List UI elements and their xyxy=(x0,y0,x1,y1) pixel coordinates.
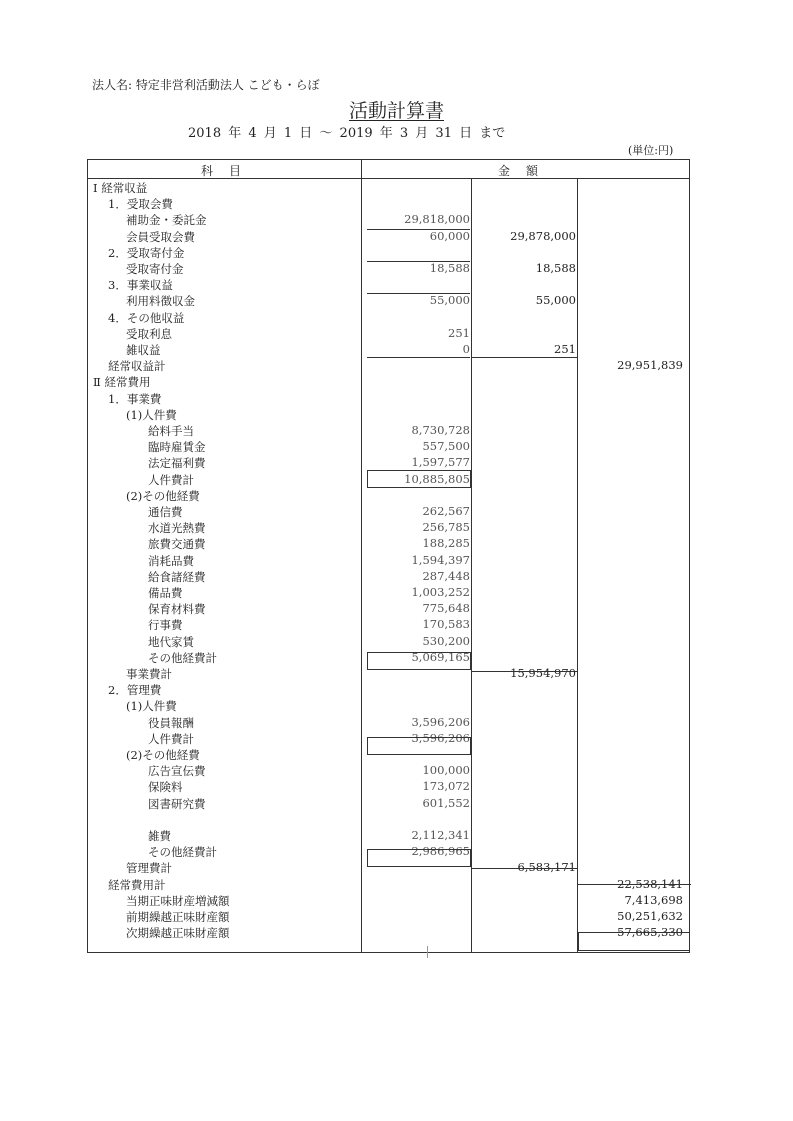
total-box xyxy=(367,849,471,867)
table-row xyxy=(88,893,691,909)
row-label: 補助金・委託金 xyxy=(126,213,207,228)
amount-v1: 100,000 xyxy=(422,763,470,778)
row-label: 4．その他収益 xyxy=(108,310,185,325)
total-box xyxy=(367,649,471,670)
row-label: その他経費計 xyxy=(148,845,217,860)
row-label: その他経費計 xyxy=(148,650,217,665)
row-label: (1)人件費 xyxy=(126,407,177,422)
table-row xyxy=(88,569,691,585)
table-row xyxy=(88,310,691,326)
reporting-period: 2018 年 4 月 1 日 ～ 2019 年 3 月 31 日 まで xyxy=(188,126,506,141)
table-row xyxy=(88,229,691,245)
row-label: 広告宣伝費 xyxy=(148,764,206,779)
amount-v1: 1,594,397 xyxy=(411,552,470,567)
total-box xyxy=(367,470,471,488)
row-label: 給料手当 xyxy=(148,424,194,438)
total-box xyxy=(367,737,471,755)
amount-v1: 2,112,341 xyxy=(411,828,470,842)
amount-v1: 530,200 xyxy=(422,633,470,648)
table-row xyxy=(88,812,691,828)
table-row xyxy=(88,439,691,455)
row-label: 前期繰越正味財産額 xyxy=(126,910,230,924)
row-label: 地代家賃 xyxy=(148,634,194,649)
subtotal-underline xyxy=(472,357,577,358)
table-row xyxy=(88,909,691,925)
amount-v3: 7,413,698 xyxy=(624,892,683,907)
row-label: 当期正味財産増減額 xyxy=(126,893,230,908)
amount-v1: 251 xyxy=(448,325,470,340)
page-title: 活動計算書 xyxy=(348,100,444,122)
table-row xyxy=(88,423,691,439)
table-row xyxy=(88,682,691,698)
row-label: 利用料徴収金 xyxy=(126,294,195,309)
row-label: 行事費 xyxy=(148,618,183,633)
subtotal-underline xyxy=(472,671,577,672)
row-label: 保育材料費 xyxy=(148,602,206,617)
amount-v2: 29,878,000 xyxy=(510,228,576,243)
amount-v1: 601,552 xyxy=(422,795,470,810)
currency-unit: (単位:円) xyxy=(628,144,674,157)
amount-v3: 50,251,632 xyxy=(617,909,683,923)
table-row xyxy=(88,342,691,358)
table-row xyxy=(88,358,691,374)
amount-v1: 29,818,000 xyxy=(404,212,470,227)
row-label: 雑費 xyxy=(148,829,171,843)
row-label: (2)その他経費 xyxy=(126,488,200,503)
subtotal-underline xyxy=(367,357,470,358)
table-row xyxy=(88,715,691,731)
row-label: 消耗品費 xyxy=(148,553,194,568)
row-label: (2)その他経費 xyxy=(126,748,200,762)
row-label: (1)人件費 xyxy=(126,699,177,714)
row-label: 事業費計 xyxy=(126,667,172,681)
amount-v1: 256,785 xyxy=(422,520,470,535)
row-label: 次期繰越正味財産額 xyxy=(126,926,230,941)
table-row xyxy=(88,196,691,212)
subtotal-underline xyxy=(578,884,691,885)
row-label: 人件費計 xyxy=(148,731,194,746)
table-row xyxy=(88,536,691,552)
row-label: 受取寄付金 xyxy=(126,262,184,276)
table-row xyxy=(88,698,691,714)
row-label: 人件費計 xyxy=(148,472,194,487)
row-label: 経常費用計 xyxy=(108,877,166,892)
row-label: 給食諸経費 xyxy=(148,569,206,584)
amount-v1: 1,597,577 xyxy=(411,455,470,470)
amount-v1: 557,500 xyxy=(422,439,470,454)
row-label: 1．受取会費 xyxy=(108,197,173,212)
amount-v1: 3,596,206 xyxy=(411,714,470,729)
row-label: 3．事業収益 xyxy=(108,278,173,293)
amount-v1: 188,285 xyxy=(422,536,470,551)
amount-v1: 0 xyxy=(462,342,470,356)
table-row xyxy=(88,391,691,407)
table-row xyxy=(88,504,691,520)
table-row xyxy=(88,374,691,390)
table-row xyxy=(88,601,691,617)
row-label: 法定福利費 xyxy=(148,456,206,471)
amount-v1: 170,583 xyxy=(422,617,470,632)
table-row xyxy=(88,212,691,228)
organization-name: 法人名: 特定非営利活動法人 こども・らぼ xyxy=(92,78,320,92)
total-box xyxy=(578,932,690,951)
subtotal-underline xyxy=(367,261,470,262)
row-label: 水道光熱費 xyxy=(148,521,206,536)
amount-v1: 18,588 xyxy=(429,261,470,275)
amount-v1: 287,448 xyxy=(422,568,470,583)
table-row xyxy=(88,617,691,633)
row-label: 管理費計 xyxy=(126,861,172,876)
table-row xyxy=(88,261,691,277)
amount-v2: 55,000 xyxy=(535,293,576,308)
subtotal-underline xyxy=(472,868,577,869)
row-label: 会員受取会費 xyxy=(126,229,195,244)
page-fold-mark xyxy=(427,946,428,958)
table-row xyxy=(88,293,691,309)
table-row xyxy=(88,455,691,471)
table-row xyxy=(88,634,691,650)
amount-v1: 775,648 xyxy=(422,601,470,616)
table-row xyxy=(88,277,691,293)
amount-v1: 173,072 xyxy=(422,779,470,794)
amount-v1: 2,986,965 xyxy=(411,844,470,859)
table-row xyxy=(88,796,691,812)
header-divider xyxy=(88,178,689,179)
row-label: 保険料 xyxy=(148,780,183,795)
table-row xyxy=(88,245,691,261)
amount-v3: 57,665,330 xyxy=(617,925,683,940)
amount-v3: 29,951,839 xyxy=(617,358,683,373)
row-label: 雑収益 xyxy=(126,343,161,357)
row-label: 旅費交通費 xyxy=(148,537,206,552)
amount-v1: 55,000 xyxy=(429,293,470,308)
column-header-subject: 科目 xyxy=(201,164,258,178)
row-label: 通信費 xyxy=(148,505,183,519)
table-row xyxy=(88,828,691,844)
table-row xyxy=(88,326,691,342)
row-label: Ⅱ 経常費用 xyxy=(93,375,151,390)
amount-v1: 8,730,728 xyxy=(411,423,470,437)
row-label: 経常収益計 xyxy=(108,359,166,374)
table-row xyxy=(88,488,691,504)
amount-v1: 5,069,165 xyxy=(411,649,470,664)
table-row xyxy=(88,520,691,536)
table-row xyxy=(88,180,691,196)
row-label: 図書研究費 xyxy=(148,796,206,811)
amount-v2: 18,588 xyxy=(535,261,576,275)
row-label: 2．受取寄付金 xyxy=(108,245,185,260)
subtotal-underline xyxy=(367,229,470,230)
amount-v2: 15,954,970 xyxy=(510,666,576,680)
row-label: 役員報酬 xyxy=(148,715,194,730)
amount-v1: 10,885,805 xyxy=(404,471,470,486)
table-row xyxy=(88,779,691,795)
amount-v2: 251 xyxy=(554,342,576,356)
table-row xyxy=(88,585,691,601)
amount-v1: 60,000 xyxy=(429,228,470,243)
amount-v2: 6,583,171 xyxy=(517,860,576,875)
table-row xyxy=(88,407,691,423)
amount-v3: 22,538,141 xyxy=(617,876,683,891)
amount-v1: 1,003,252 xyxy=(411,585,470,599)
column-header-amount: 金額 xyxy=(498,164,555,178)
activity-statement-table xyxy=(87,159,690,953)
subtotal-underline xyxy=(367,293,470,294)
row-label: 備品費 xyxy=(148,586,183,600)
row-label: 受取利息 xyxy=(126,326,172,341)
amount-v1: 262,567 xyxy=(422,504,470,518)
row-label: 臨時雇賃金 xyxy=(148,440,206,455)
row-label: 2．管理費 xyxy=(108,683,162,698)
row-label: Ⅰ 経常収益 xyxy=(93,181,148,195)
table-row xyxy=(88,553,691,569)
table-row xyxy=(88,763,691,779)
row-label: 1．事業費 xyxy=(108,391,162,406)
amount-v1: 3,596,206 xyxy=(411,730,470,745)
